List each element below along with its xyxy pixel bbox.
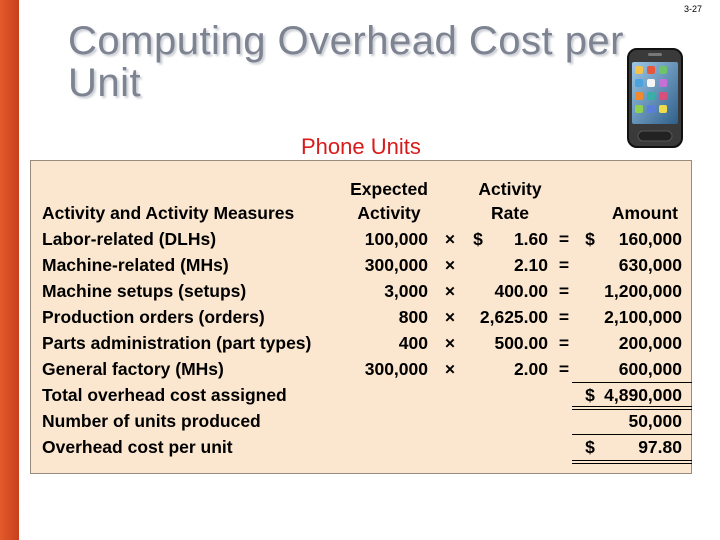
times-sign: × [444, 229, 456, 249]
row-label: Production orders (orders) [42, 307, 265, 327]
equals-sign: = [558, 255, 570, 275]
row-label: General factory (MHs) [42, 359, 224, 379]
row-expected: 300,000 [364, 255, 428, 275]
total-label: Total overhead cost assigned [42, 385, 287, 405]
equals-sign: = [558, 359, 570, 379]
per-unit-double-underline-top [572, 460, 692, 461]
header-rate-line1: Activity [478, 179, 542, 199]
equals-sign: = [558, 281, 570, 301]
header-expected-line2: Activity [357, 203, 421, 223]
row-rate: 2.10 [513, 255, 548, 275]
row-expected: 800 [398, 307, 428, 327]
equals-sign: = [558, 229, 570, 249]
row-rate: 2,625.00 [479, 307, 548, 327]
per-unit-double-underline-bottom [572, 463, 692, 464]
slide-title-line1: Computing Overhead Cost per [68, 19, 624, 63]
row-label: Machine setups (setups) [42, 281, 247, 301]
times-sign: × [444, 359, 456, 379]
row-rate: 1.60 [513, 229, 548, 249]
total-amount: 50,000 [628, 411, 682, 431]
total-amount: 4,890,000 [604, 385, 682, 405]
row-expected: 3,000 [384, 281, 428, 301]
amount-dollar: $ [585, 229, 595, 249]
slide-title-line2: Unit [68, 61, 142, 105]
total-label: Number of units produced [42, 411, 261, 431]
header-rate-line2: Rate [491, 203, 529, 223]
total-amount-dollar: $ [585, 385, 595, 405]
left-accent-bar [0, 0, 19, 540]
total-label: Overhead cost per unit [42, 437, 233, 457]
equals-sign: = [558, 333, 570, 353]
header-expected-line1: Expected [350, 179, 428, 199]
row-amount: 630,000 [618, 255, 682, 275]
times-sign: × [444, 281, 456, 301]
row-label: Labor-related (DLHs) [42, 229, 217, 249]
row-rate: 400.00 [494, 281, 548, 301]
row-amount: 2,100,000 [604, 307, 682, 327]
row-label: Machine-related (MHs) [42, 255, 229, 275]
rate-dollar: $ [473, 229, 483, 249]
times-sign: × [444, 333, 456, 353]
row-amount: 160,000 [618, 229, 682, 249]
row-amount: 600,000 [618, 359, 682, 379]
row-expected: 100,000 [364, 229, 428, 249]
total-double-underline-bottom [572, 409, 692, 410]
row-expected: 400 [398, 333, 428, 353]
times-sign: × [444, 255, 456, 275]
header-amount: Amount [611, 203, 678, 223]
row-amount: 1,200,000 [604, 281, 682, 301]
slide-title [68, 20, 668, 104]
total-amount: 97.80 [638, 437, 682, 457]
row-amount: 200,000 [618, 333, 682, 353]
units-underline [572, 434, 692, 435]
row-rate: 500.00 [494, 333, 548, 353]
total-amount-dollar: $ [585, 437, 595, 457]
section-subtitle: Phone Units [301, 134, 421, 159]
row-rate: 2.00 [513, 359, 548, 379]
total-double-underline-top [572, 406, 692, 407]
row-label: Parts administration (part types) [42, 333, 312, 353]
equals-sign: = [558, 307, 570, 327]
times-sign: × [444, 307, 456, 327]
smartphone-icon [626, 47, 684, 149]
row-expected: 300,000 [364, 359, 428, 379]
header-activity: Activity and Activity Measures [42, 203, 295, 223]
subtotal-underline [572, 382, 692, 383]
page-number: 3-27 [683, 4, 702, 14]
